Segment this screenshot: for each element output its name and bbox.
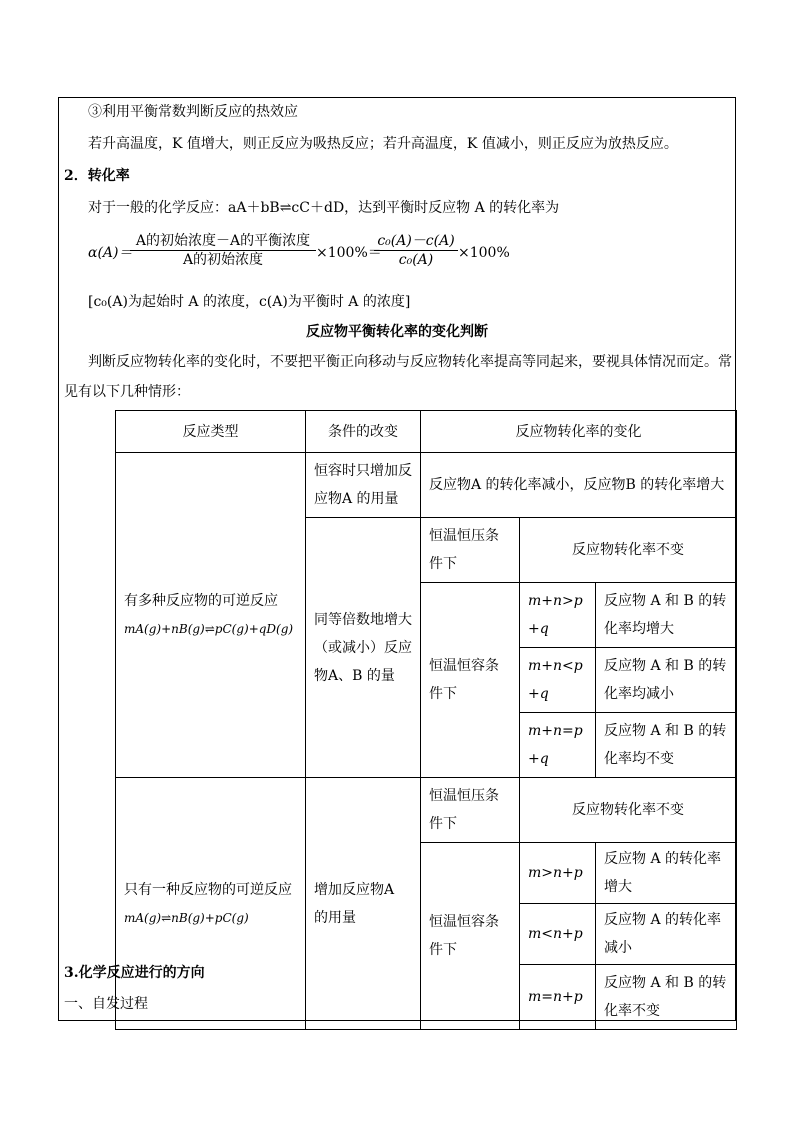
cell-result-unchanged-single: 反应物转化率不变 xyxy=(520,778,737,843)
formula-fraction-1 xyxy=(130,232,316,269)
multi-reactant-equation: mA(g)+nB(g)⇌pC(g)+qD(g) xyxy=(124,622,294,636)
heading-reaction-direction: 3.化学反应进行的方向 xyxy=(64,965,205,981)
cell-condition-add-a: 恒容时只增加反应物A 的用量 xyxy=(306,453,421,518)
cell-single-reactant xyxy=(116,778,306,1030)
single-reactant-equation: mA(g)⇌nB(g)+pC(g) xyxy=(124,910,249,925)
heading-conversion-rate: 2．转化率 xyxy=(64,168,130,184)
cell-condition-add-a-single: 增加反应物A 的用量 xyxy=(306,778,421,1030)
multi-reactant-label: 有多种反应物的可逆反应 xyxy=(124,593,278,609)
text-line-k-value: 若升高温度，K 值增大，则正反应为吸热反应；若升高温度，K 值减小，则正反应为放热反应。 xyxy=(88,136,678,152)
center-title: 反应物平衡转化率的变化判断 xyxy=(306,324,488,340)
cell-result-unchanged: 反应物转化率不变 xyxy=(520,518,737,583)
table-row xyxy=(116,453,737,518)
single-reactant-label: 只有一种反应物的可逆反应 xyxy=(124,881,292,898)
table-row xyxy=(116,778,737,843)
paragraph-line-1: 判断反应物转化率的变化时，不要把平衡正向移动与反应物转化率提高等同起来，要视具体情况而定。常 xyxy=(88,354,732,370)
formula-frac1-numerator: A的初始浓度－A的平衡浓度 xyxy=(135,233,311,249)
header-reaction-type: 反应类型 xyxy=(116,411,306,453)
cell-const-pressure-single: 恒温恒压条件下 xyxy=(421,778,520,843)
cell-condition-scale-ab: 同等倍数地增大（或减小）反应物A、B 的量 xyxy=(306,518,421,778)
conversion-rate-table xyxy=(115,410,737,1030)
cell-result-a-down-b-up: 反应物A 的转化率减小，反应物B 的转化率增大 xyxy=(421,453,737,518)
formula-fraction-2 xyxy=(374,232,458,269)
formula-tail: ×100% xyxy=(458,245,510,261)
cell-result-a-up: 反应物 A 的转化率增大 xyxy=(596,843,737,904)
text-line-heat-effect: ③利用平衡常数判断反应的热效应 xyxy=(88,104,298,120)
header-conversion-change: 反应物转化率的变化 xyxy=(421,411,737,453)
cell-const-pressure: 恒温恒压条件下 xyxy=(421,518,520,583)
table-header-row xyxy=(116,411,737,453)
formula-note: [c₀(A)为起始时 A 的浓度，c(A)为平衡时 A 的浓度] xyxy=(88,294,411,310)
cell-result-both-same: 反应物 A 和 B 的转化率均不变 xyxy=(596,713,737,778)
text-line-general-reaction: 对于一般的化学反应：aA＋bB⇌cC＋dD，达到平衡时反应物 A 的转化率为 xyxy=(88,200,560,216)
formula-frac1-denominator: A的初始浓度 xyxy=(182,252,264,268)
formula-frac2-denominator: c₀(A) xyxy=(398,252,434,268)
cell-result-both-down: 反应物 A 和 B 的转化率均减小 xyxy=(596,648,737,713)
formula-mid: ×100%＝ xyxy=(316,245,382,261)
cell-result-both-up: 反应物 A 和 B 的转化率均增大 xyxy=(596,583,737,648)
header-condition-change: 条件的改变 xyxy=(306,411,421,453)
cell-case-less-single: m<n+p xyxy=(520,904,596,965)
cell-result-a-down: 反应物 A 的转化率减小 xyxy=(596,904,737,965)
cell-case-greater: m+n>p+q xyxy=(520,583,596,648)
cell-const-volume-single: 恒温恒容条件下 xyxy=(421,843,520,1030)
formula-lhs: α(A)＝ xyxy=(88,245,133,261)
cell-case-greater-single: m>n+p xyxy=(520,843,596,904)
cell-case-less: m+n<p+q xyxy=(520,648,596,713)
cell-result-ab-same: 反应物 A 和 B 的转化率不变 xyxy=(596,965,737,1030)
cell-multi-reactant xyxy=(116,453,306,778)
cell-case-equal-single: m=n+p xyxy=(520,965,596,1030)
cell-case-equal: m+n=p+q xyxy=(520,713,596,778)
formula-frac2-numerator: c₀(A)－c(A) xyxy=(377,233,455,249)
paragraph-line-2: 见有以下几种情形： xyxy=(64,384,190,400)
cell-const-volume: 恒温恒容条件下 xyxy=(421,583,520,778)
heading-spontaneous-process: 一、自发过程 xyxy=(64,996,148,1012)
